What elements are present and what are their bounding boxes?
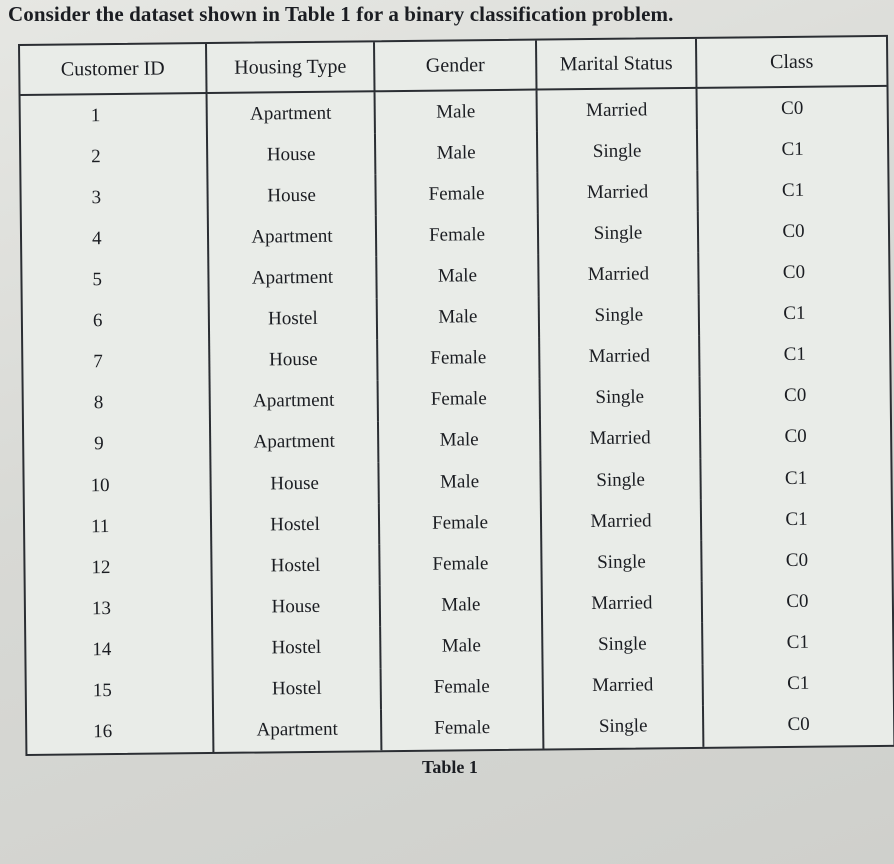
cell-marital-status: Single	[540, 459, 700, 502]
cell-gender: Male	[380, 625, 542, 668]
cell-class: C0	[786, 590, 809, 612]
cell-gender: Female	[375, 173, 537, 216]
cell-customer-id: 3	[21, 176, 207, 219]
cell-housing-type: House	[212, 586, 380, 629]
cell-customer-id: 6	[23, 300, 209, 343]
cell-marital-status: Single	[537, 130, 697, 173]
cell-gender: Female	[378, 378, 540, 421]
cell-class: C0	[784, 426, 807, 448]
cell-gender: Male	[375, 90, 537, 134]
cell-housing-type: House	[210, 462, 378, 505]
cell-class: C0	[785, 549, 809, 571]
header-gender: Gender	[374, 41, 537, 92]
cell-gender: Male	[375, 132, 537, 175]
table-row	[27, 704, 893, 754]
header-customer-id: Customer ID	[20, 44, 207, 95]
cell-marital-status: Married	[540, 418, 700, 461]
cell-gender: Female	[381, 666, 543, 709]
cell-customer-id: 12	[25, 546, 211, 589]
cell-class: C1	[781, 138, 804, 160]
header-class: Class	[696, 37, 887, 88]
cell-gender: Female	[381, 707, 543, 750]
cell-customer-id: 10	[24, 464, 210, 507]
cell-marital-status: Single	[542, 623, 702, 666]
cell-customer-id: 15	[27, 670, 213, 713]
cell-class: C0	[782, 261, 806, 284]
cell-marital-status: Single	[541, 541, 701, 584]
cell-marital-status: Single	[543, 706, 703, 749]
cell-class: C0	[787, 714, 810, 736]
cell-marital-status: Married	[541, 500, 701, 543]
cell-customer-id: 7	[23, 341, 209, 384]
cell-class: C0	[781, 97, 804, 119]
cell-customer-id: 11	[25, 505, 211, 548]
cell-marital-status: Married	[537, 88, 697, 132]
cell-customer-id: 16	[27, 711, 213, 754]
cell-housing-type: House	[209, 339, 377, 382]
cell-gender: Female	[377, 337, 539, 380]
cell-marital-status: Single	[538, 212, 698, 255]
cell-customer-id: 13	[26, 587, 212, 630]
table-body	[21, 86, 894, 754]
cell-customer-id: 2	[21, 135, 207, 178]
cell-class: C1	[785, 508, 808, 530]
cell-housing-type: House	[207, 133, 375, 176]
cell-class: C1	[787, 672, 810, 695]
cell-customer-id: 14	[26, 628, 212, 671]
cell-housing-type: Hostel	[213, 668, 381, 711]
cell-gender: Male	[377, 296, 539, 339]
cell-marital-status: Married	[543, 664, 703, 707]
cell-class: C1	[786, 631, 810, 653]
cell-class: C1	[783, 302, 806, 325]
cell-gender: Male	[378, 419, 540, 462]
intro-text: Consider the dataset shown in Table 1 for a binary classification problem.	[8, 2, 674, 26]
cell-class: C0	[782, 220, 805, 242]
cell-gender: Female	[379, 502, 541, 545]
cell-gender: Male	[376, 255, 538, 298]
cell-gender: Female	[376, 214, 538, 257]
cell-customer-id: 5	[22, 258, 208, 301]
table-grid	[20, 37, 893, 754]
cell-customer-id: 9	[24, 423, 210, 466]
cell-gender: Male	[380, 584, 542, 627]
cell-housing-type: Apartment	[213, 709, 381, 752]
cell-housing-type: House	[207, 174, 375, 217]
dataset-table	[18, 35, 894, 756]
cell-class: C1	[781, 179, 805, 201]
cell-housing-type: Apartment	[207, 91, 375, 135]
cell-class: C0	[784, 385, 807, 407]
cell-customer-id: 4	[22, 217, 208, 260]
cell-marital-status: Married	[538, 253, 698, 296]
cell-housing-type: Hostel	[211, 544, 379, 587]
header-housing-type: Housing Type	[206, 42, 375, 93]
cell-class: C1	[784, 467, 808, 489]
cell-housing-type: Hostel	[209, 298, 377, 341]
cell-marital-status: Married	[539, 336, 699, 379]
cell-marital-status: Married	[537, 171, 697, 214]
cell-gender: Female	[379, 543, 541, 586]
cell-housing-type: Hostel	[211, 503, 379, 546]
cell-housing-type: Apartment	[208, 216, 376, 259]
cell-class: C1	[783, 343, 806, 366]
cell-customer-id: 1	[21, 93, 207, 137]
header-marital-status: Marital Status	[536, 39, 697, 90]
cell-marital-status: Married	[542, 582, 702, 625]
cell-gender: Male	[378, 461, 540, 504]
cell-housing-type: Apartment	[210, 380, 378, 423]
table-caption: Table 1	[422, 757, 478, 777]
cell-housing-type: Apartment	[208, 257, 376, 300]
cell-marital-status: Single	[539, 294, 699, 337]
cell-marital-status: Single	[540, 377, 700, 420]
cell-housing-type: Apartment	[210, 421, 378, 464]
cell-customer-id: 8	[24, 382, 210, 425]
cell-housing-type: Hostel	[212, 627, 380, 670]
